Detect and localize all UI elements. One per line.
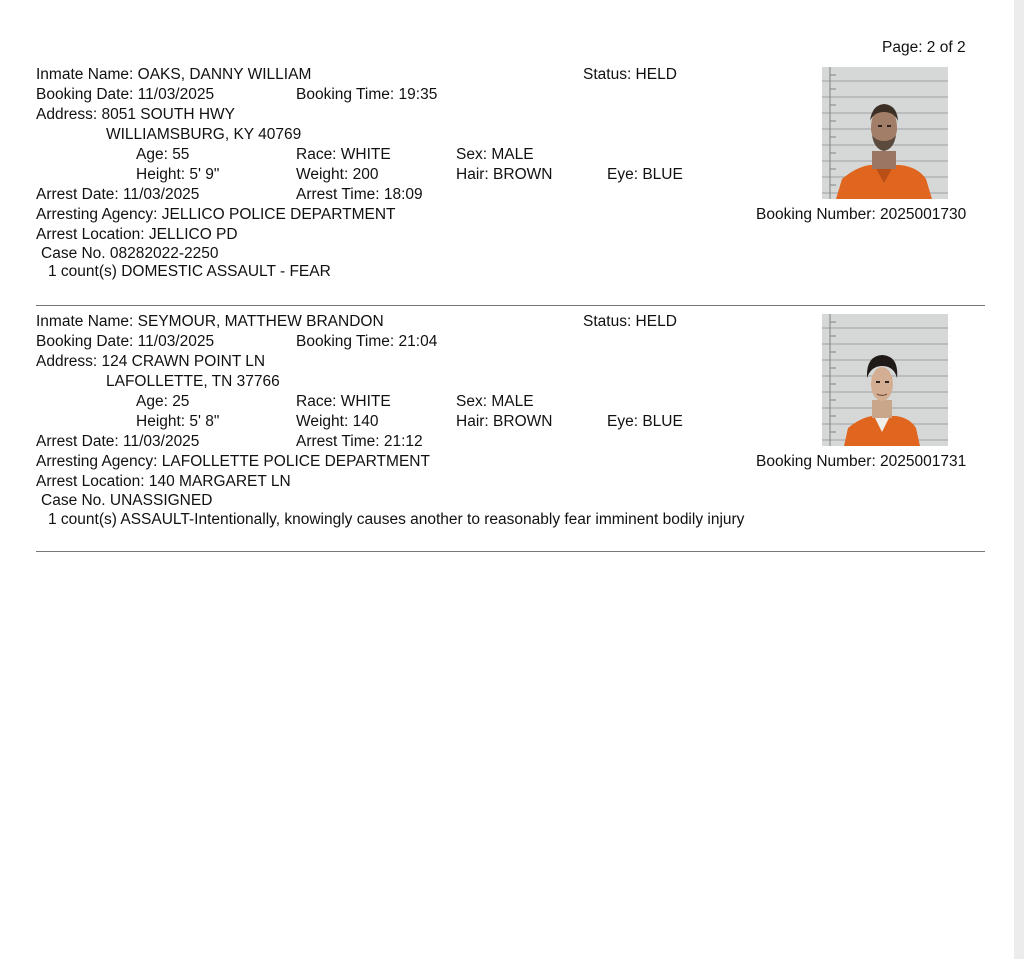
arresting-agency: Arresting Agency: LAFOLLETTE POLICE DEPARTMENT — [36, 453, 430, 470]
address-line-1: Address: 124 CRAWN POINT LN — [36, 353, 266, 370]
age: Age: 55 — [136, 146, 190, 163]
page-number: Page: 2 of 2 — [882, 39, 966, 56]
booking-time: Booking Time: 19:35 — [296, 86, 438, 103]
sex: Sex: MALE — [456, 146, 534, 163]
age: Age: 25 — [136, 393, 190, 410]
record-divider — [36, 551, 985, 552]
arrest-date: Arrest Date: 11/03/2025 — [36, 433, 200, 450]
arrest-location: Arrest Location: 140 MARGARET LN — [36, 473, 291, 490]
arresting-agency: Arresting Agency: JELLICO POLICE DEPARTMENT — [36, 206, 396, 223]
eye: Eye: BLUE — [607, 413, 683, 430]
arrest-location: Arrest Location: JELLICO PD — [36, 226, 238, 243]
arrest-time: Arrest Time: 18:09 — [296, 186, 423, 203]
address-line-2: LAFOLLETTE, TN 37766 — [106, 373, 280, 390]
race: Race: WHITE — [296, 146, 391, 163]
charge: 1 count(s) DOMESTIC ASSAULT - FEAR — [48, 263, 331, 280]
status: Status: HELD — [583, 66, 677, 83]
address-line-1: Address: 8051 SOUTH HWY — [36, 106, 235, 123]
arrest-time: Arrest Time: 21:12 — [296, 433, 423, 450]
mugshot-photo — [822, 67, 948, 199]
hair: Hair: BROWN — [456, 166, 553, 183]
inmate-name: Inmate Name: SEYMOUR, MATTHEW BRANDON — [36, 313, 384, 330]
case-number: Case No. 08282022-2250 — [41, 245, 219, 262]
hair: Hair: BROWN — [456, 413, 553, 430]
status: Status: HELD — [583, 313, 677, 330]
charge: 1 count(s) ASSAULT-Intentionally, knowingly causes another to reasonably fear imminent bodily injury — [48, 511, 745, 528]
booking-time: Booking Time: 21:04 — [296, 333, 438, 350]
eye: Eye: BLUE — [607, 166, 683, 183]
page-edge — [1014, 0, 1024, 959]
mugshot-photo — [822, 314, 948, 446]
booking-number: Booking Number: 2025001730 — [756, 206, 967, 223]
inmate-name: Inmate Name: OAKS, DANNY WILLIAM — [36, 66, 312, 83]
address-line-2: WILLIAMSBURG, KY 40769 — [106, 126, 302, 143]
sex: Sex: MALE — [456, 393, 534, 410]
height: Height: 5' 8" — [136, 413, 220, 430]
booking-date: Booking Date: 11/03/2025 — [36, 333, 215, 350]
weight: Weight: 140 — [296, 413, 379, 430]
booking-number: Booking Number: 2025001731 — [756, 453, 967, 470]
arrest-date: Arrest Date: 11/03/2025 — [36, 186, 200, 203]
record-divider — [36, 305, 985, 306]
race: Race: WHITE — [296, 393, 391, 410]
booking-date: Booking Date: 11/03/2025 — [36, 86, 215, 103]
case-number: Case No. UNASSIGNED — [41, 492, 213, 509]
height: Height: 5' 9" — [136, 166, 220, 183]
weight: Weight: 200 — [296, 166, 379, 183]
